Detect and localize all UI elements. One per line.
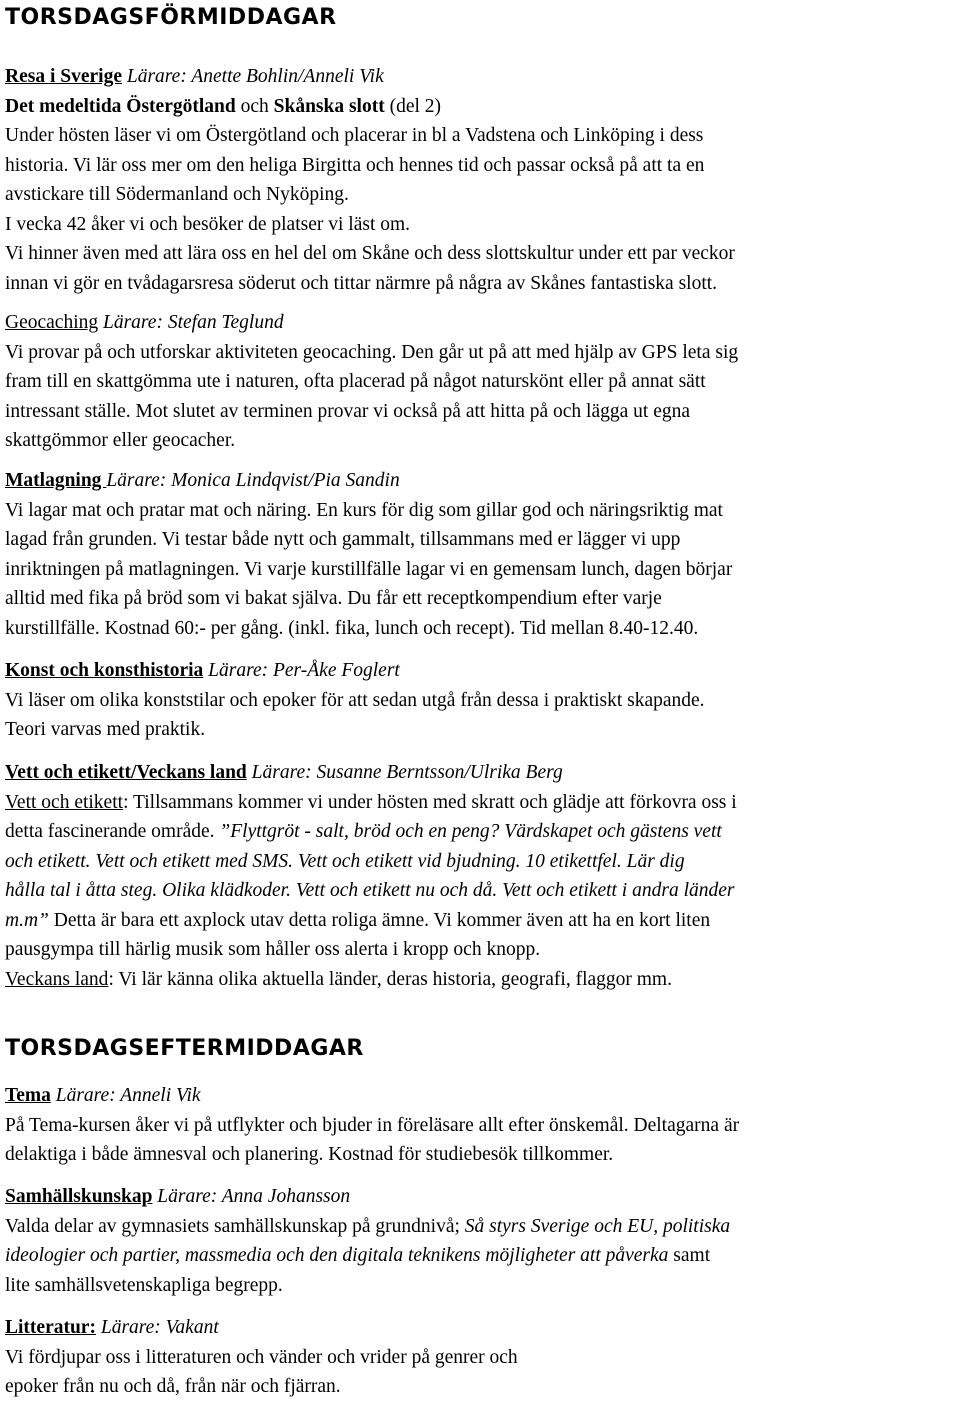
course-header [5,62,960,92]
course-teacher: Lärare: Monica Lindqvist/Pia Sandin [106,470,400,491]
course-litteratur [5,1313,960,1402]
body-line: lite samhällsvetenskapliga begrepp. [5,1274,283,1296]
course-title: Samhällskunskap [5,1186,153,1207]
line-text: Detta är bara ett axplock utav detta roliga ämne. Vi kommer även att ha en kort liten [48,909,711,931]
body-line: innan vi gör en tvådagarsresa söderut och tittar närmre på några av Skånes fantastiska slott. [5,272,718,294]
line-italic: m.m” [5,909,49,931]
body-line: Teori varvas med praktik. [5,719,206,740]
body-line [5,965,960,995]
line-italic: ”Flyttgröt - salt, bröd och en peng? Värdskapet och gästens vett [219,821,722,842]
course-title: Litteratur: [5,1317,96,1338]
body-line: Vi läser om olika konststilar och epoker för att sedan utgå från dessa i praktiskt skapande. [5,689,705,711]
inline-label: Vett och etikett [5,791,124,813]
line-text: Valda delar av gymnasiets samhällskunskap på grundnivå; [5,1215,465,1237]
course-geocaching [5,308,960,456]
course-title: Tema [5,1085,51,1106]
course-header [5,656,960,686]
course-subtitle [5,92,960,122]
heading-morning: TORSDAGSFÖRMIDDAGAR [5,5,337,30]
course-tema [5,1081,960,1170]
body-line: hålla tal i åtta steg. Olika klädkoder. Vett och etikett nu och då. Vett och etikett i andra länder [5,880,735,901]
body-line: Vi provar på och utforskar aktiviteten geocaching. Den går ut på att med hjälp av GPS leta sig [5,341,739,363]
heading-afternoon: TORSDAGSEFTERMIDDAGAR [5,1036,364,1061]
course-matlagning [5,466,960,643]
course-konst [5,656,960,745]
body-line: skattgömmor eller geocacher. [5,430,236,451]
course-vett-och-etikett [5,758,960,994]
body-line: inriktningen på matlagningen. Vi varje kurstillfälle lagar vi en gemensam lunch, dagen börjar [5,558,733,580]
course-teacher: Lärare: Anette Bohlin/Anneli Vik [121,66,384,87]
body-line: Vi fördjupar oss i litteraturen och vänder och vrider på genrer och [5,1346,518,1368]
course-resa-i-sverige [5,62,960,298]
body-line: Vi lagar mat och pratar mat och näring. En kurs för dig som gillar god och näringsriktig mat [5,499,723,521]
subtitle-part: (del 2) [384,95,442,117]
course-header [5,1081,960,1111]
inline-label: Veckans land [5,968,109,990]
line-text: : Vi lär känna olika aktuella länder, deras historia, geografi, flaggor mm. [108,968,672,990]
line-italic: Så styrs Sverige och EU, politiska [464,1215,731,1237]
body-line: pausgympa till härlig musik som håller oss alerta i kropp och knopp. [5,939,541,960]
course-teacher: Lärare: Per-Åke Foglert [203,660,400,681]
body-line: delaktiga i både ämnesval och planering. Kostnad för studiebesök tillkommer. [5,1144,614,1165]
body-line: alltid med fika på bröd som vi bakat själva. Du får ett receptkompendium efter varje [5,588,662,609]
body-line: intressant ställe. Mot slutet av terminen provar vi också på att hitta på och lägga ut egna [5,400,691,422]
course-teacher: Lärare: Stefan Teglund [98,312,284,333]
body-line [5,1212,960,1242]
course-header [5,1182,960,1212]
course-title: Resa i Sverige [5,66,122,87]
course-teacher: Lärare: Anneli Vik [50,1085,201,1106]
body-line: I vecka 42 åker vi och besöker de platser vi läst om. [5,213,411,235]
course-header [5,308,960,338]
body-line: Vi hinner även med att lära oss en hel del om Skåne och dess slottskultur under ett par veckor [5,243,735,264]
body-line: fram till en skattgömma ute i naturen, ofta placerad på något naturskönt eller på annat sätt [5,371,706,392]
line-text: samt [668,1245,711,1266]
body-line: och etikett. Vett och etikett med SMS. Vett och etikett vid bjudning. 10 etikettfel. Lär dig [5,850,685,872]
subtitle-part: och [235,95,274,117]
body-line: avstickare till Södermanland och Nyköping. [5,184,349,205]
course-header [5,1313,960,1343]
course-title: Konst och konsthistoria [5,660,204,681]
body-line: epoker från nu och då, från när och fjärran. [5,1376,341,1397]
subtitle-part: Skånska slott [273,95,385,117]
body-line: lagad från grunden. Vi testar både nytt och gammalt, tillsammans med er lägger vi upp [5,529,681,550]
course-teacher: Lärare: Anna Johansson [152,1186,351,1207]
body-line [5,817,960,847]
line-italic: ideologier och partier, massmedia och den digitala teknikens möjligheter att påverka [5,1245,669,1266]
course-title: Vett och etikett/Veckans land [5,762,247,783]
body-line: kurstillfälle. Kostnad 60:- per gång. (inkl. fika, lunch och recept). Tid mellan 8.40-12.40. [5,617,699,639]
subtitle-part: Det medeltida Östergötland [5,95,236,117]
course-header [5,758,960,788]
body-line [5,788,960,818]
course-samhallskunskap [5,1182,960,1300]
line-text: detta fascinerande område. [5,821,220,842]
body-line [5,1241,960,1271]
body-line: Under hösten läser vi om Östergötland och placerar in bl a Vadstena och Linköping i dess [5,125,704,146]
course-teacher: Lärare: Vakant [95,1317,219,1338]
course-teacher: Lärare: Susanne Berntsson/Ulrika Berg [246,762,563,783]
line-text: : Tillsammans kommer vi under hösten med skratt och glädje att förkovra oss i [123,791,737,813]
body-line: historia. Vi lär oss mer om den heliga Birgitta och hennes tid och passar också på att ta en [5,154,705,176]
body-line [5,906,960,936]
body-line: På Tema-kursen åker vi på utflykter och bjuder in föreläsare allt efter önskemål. Deltagarna är [5,1114,740,1136]
course-header [5,466,960,496]
course-title: Geocaching [5,312,99,333]
course-title: Matlagning [5,470,107,491]
